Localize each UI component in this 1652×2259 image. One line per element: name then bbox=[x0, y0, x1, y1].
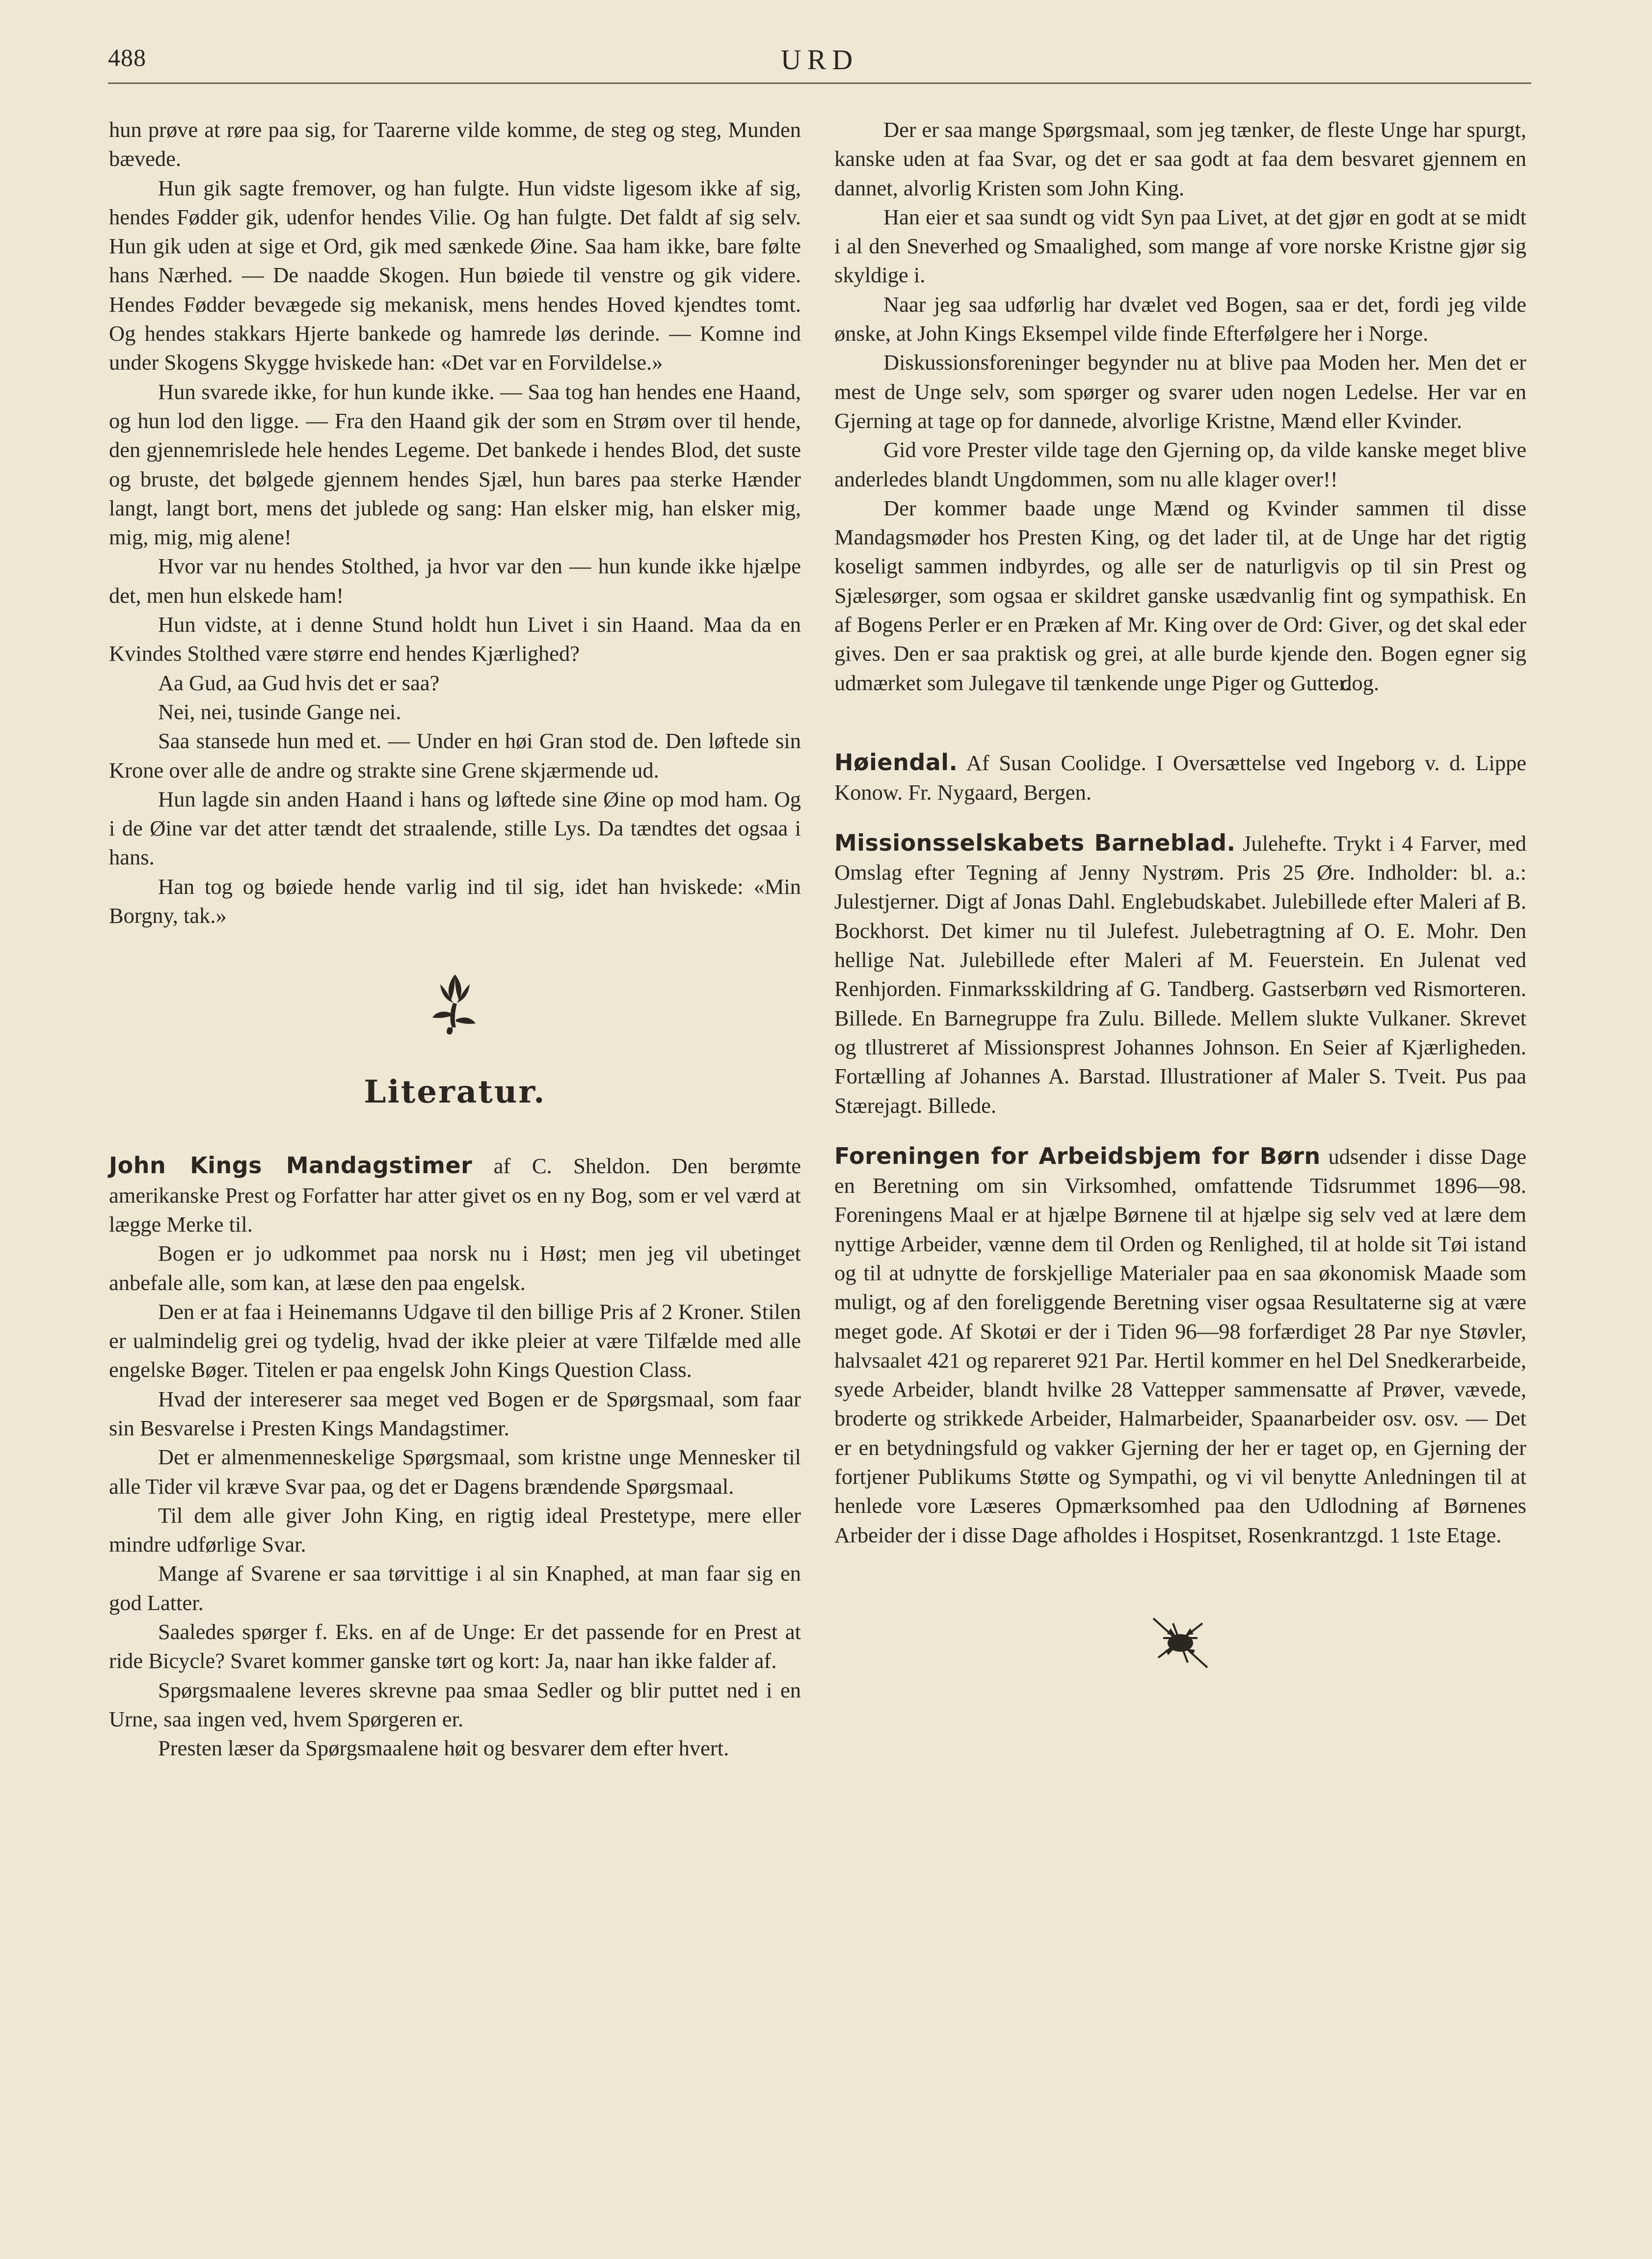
page-number: 488 bbox=[108, 44, 146, 71]
review-paragraph: Hvad der intereserer saa meget ved Bogen er de Spørgsmaal, som faar sin Besvarelse i Presten Kings Mandagstimer. bbox=[109, 1386, 801, 1440]
notice-text: Af Susan Coolidge. I Oversættelse ved Ingeborg v. d. Lippe Konow. Fr. Nygaard, Bergen. bbox=[834, 751, 1526, 805]
story-paragraph: Hun lagde sin anden Haand i hans og løftede sine Øine op mod ham. Og i de Øine var det atter tændt det straalende, stille Lys. Da tændtes det ogsaa i hans. bbox=[109, 786, 801, 870]
ornament-left-wrap bbox=[109, 965, 801, 1038]
ornament-right-wrap bbox=[834, 1609, 1526, 1677]
review-john-king bbox=[109, 1151, 801, 1763]
notice-title: Foreningen for Arbeidsbjem for Børn bbox=[834, 1142, 1321, 1169]
section-heading-literatur: Literatur. bbox=[364, 1074, 546, 1111]
page-header bbox=[108, 39, 1531, 83]
story-paragraph: Hun gik sagte fremover, og han fulgte. Hun vidste ligesom ikke af sig, hendes Fødder gik, udenfor hendes Vilie. Og han fulgte. Det faldt af sig selv. Hun gik uden at sige et Ord, gik med sænkede Øine. Saa ham ikke, bare følte hans Nærhed. — De naadde Skogen. Hun bøiede til venstre og gik videre. Hendes Fødder bevægede sig mekanisk, mens hendes Hoved kjendtes tomt. Og hendes stakkars Hjerte bankede og hamrede løs derinde. — Komne ind under Skogens Skygge hviskede han: «Det var en Forvildelse.» bbox=[109, 175, 801, 375]
header-rule bbox=[108, 82, 1531, 84]
story-paragraph: Saa stansede hun med et. — Under en høi Gran stod de. Den løftede sin Krone over alle de andre og strakte sine Grene skjærmende ud. bbox=[109, 728, 801, 782]
notice-title: Høiendal. bbox=[834, 749, 958, 776]
review-paragraph: Mange af Svarene er saa tørvittige i al sin Knaphed, at man faar sig en god Latter. bbox=[109, 1561, 801, 1615]
review-continuation bbox=[834, 115, 1526, 698]
review-paragraph: Presten læser da Spørgsmaalene høit og besvarer dem efter hvert. bbox=[158, 1736, 729, 1761]
review-paragraph: Der er saa mange Spørgsmaal, som jeg tænker, de fleste Unge har spurgt, kanske uden at faa Svar, og det er saa godt at faa dem besvaret gjennem en dannet, alvorlig Kristen som John King. bbox=[834, 117, 1526, 200]
notice-hoiendal bbox=[834, 748, 1526, 807]
story-paragraph: Hun svarede ikke, for hun kunde ikke. — Saa tog han hendes ene Haand, og hun lod den ligge. — Fra den Haand gik der som en Strøm over til hende, den gjennemrislede hele hendes Legeme. Det bankede i hendes Blod, det suste og bruste, det bølgede gjennem hendes Sjæl, hun bares paa sterke Hænder langt, langt bort, mens det jublede og sang: Han elsker mig, han elsker mig, mig, mig, mig alene! bbox=[109, 379, 801, 550]
review-paragraph: Til dem alle giver John King, en rigtig ideal Prestetype, mere eller mindre udførlige Svar. bbox=[109, 1503, 801, 1557]
review-paragraph: Han eier et saa sundt og vidt Syn paa Livet, at det gjør en godt at se midt i al den Sneverhed og Smaalighed, som mange af vore norske Kristne gjør sig skyldige i. bbox=[834, 204, 1526, 288]
review-paragraph: Bogen er jo udkommet paa norsk nu i Høst; men jeg vil ubetinget anbefale alle, som kan, at læse den paa engelsk. bbox=[109, 1241, 801, 1295]
left-column bbox=[109, 115, 801, 1763]
review-paragraph: Den er at faa i Heinemanns Udgave til den billige Pris af 2 Kroner. Stilen er ualmindelig grei og tydelig, hvad der ikke pleier at være Tilfælde med alle engelske Bøger. Titelen er paa engelsk John Kings Question Class. bbox=[109, 1299, 801, 1382]
review-paragraph: dog. bbox=[1341, 670, 1379, 695]
notice-arbeidsbjem bbox=[834, 1142, 1526, 1550]
right-column bbox=[834, 115, 1526, 1677]
story-paragraph: Han tog og bøiede hende varlig ind til sig, idet han hviskede: «Min Borgny, tak.» bbox=[109, 874, 801, 928]
review-paragraph: Der kommer baade unge Mænd og Kvinder sammen til disse Mandagsmøder hos Presten King, og det lader til, at de Unge har det rigtig koseligt sammen indbyrdes, og alle ser de naturligvis op til sin Prest og Sjælesørger, som ogsaa er skildret ganske usædvanlig fint og sympathisk. En af Bogens Perler er en Præken af Mr. King over de Ord: Giver, og det skal eder gives. Den er saa praktisk og grei, at alle burde kjende den. Bogen egner sig udmærket som Julegave til tænkende unge Piger og Gutter. bbox=[834, 495, 1526, 695]
story-paragraph: Nei, nei, tusinde Gange nei. bbox=[158, 699, 401, 724]
notice-text: Julehefte. Trykt i 4 Farver, med Omslag efter Tegning af Jenny Nystrøm. Pris 25 Øre. Indholder: bl. a.: Julestjerner. Digt af Jonas Dahl. Englebudskabet. Julebillede efter Maleri af B. Bockhorst. Det kimer nu til Julefest. Julebetragtning af O. E. Mohr. Den hellige Nat. Julebillede efter Maleri af M. Feuerstein. En Julenat ved Renhjorden. Finmarksskildring af G. Tandberg. Gastserbørn ved Rismorteren. Billede. En Barnegruppe fra Zulu. Billede. Mellem slukte Vulkaner. Skrevet og tllustreret af Missionsprest Johannes Johnson. En Seier af Kjærligheden. Fortælling af Johannes A. Barstad. Illustrationer af Maler S. Tveit. Pus paa Stærejagt. Billede. bbox=[834, 831, 1527, 1118]
notice-title: Missionsselskabets Barneblad. bbox=[834, 829, 1236, 856]
story-paragraph: hun prøve at røre paa sig, for Taarerne vilde komme, de steg og steg, Munden bævede. bbox=[109, 117, 801, 171]
story-paragraph: Hvor var nu hendes Stolthed, ja hvor var den — hun kunde ikke hjælpe det, men hun elskede ham! bbox=[109, 554, 801, 608]
review-title: John Kings Mandagstimer bbox=[109, 1152, 473, 1179]
notice-barneblad bbox=[834, 829, 1526, 1120]
review-paragraph: Det er almenmenneskelige Spørgsmaal, som kristne unge Mennesker til alle Tider vil kræve Svar paa, og det er Dagens brændende Spørgsmaal. bbox=[109, 1445, 801, 1499]
review-paragraph: Diskussionsforeninger begynder nu at blive paa Moden her. Men det er mest de Unge selv, som spørger og svarer uden nogen Ledelse. Her var en Gjerning at tage op for dannede, alvorlige Kristne, Mænd eller Kvinder. bbox=[834, 350, 1526, 433]
story-continuation bbox=[109, 115, 801, 930]
review-intro: af C. Sheldon. Den berømte amerikanske Prest og Forfatter har atter givet os en ny Bog, som er vel værd at lægge Merke til. bbox=[109, 1154, 801, 1237]
notice-text: udsender i disse Dage en Beretning om sin Virksomhed, omfattende Tidsrummet 1896—98. Foreningens Maal er at hjælpe Børnene til at hjælpe sig selv ved at lære dem nyttige Arbeider, vænne dem til Orden og Renlighed, til at holde sit Tøi istand og til at udnytte de forskjellige Materialer paa en saa økonomisk Maade som muligt, og af den foreliggende Beretning viser ogsaa Resultaterne sig at være meget gode. Af Skotøi er der i Tiden 96—98 forfærdiget 28 Par nye Støvler, halvsaalet 421 og repareret 921 Par. Hertil kommer en hel Del Snedkerarbeide, syede Arbeider, blandt hvilke 28 Vattepper sammensatte af Prøver, vævede, broderte og strikkede Arbeider, Halmarbeider, Spaanarbeider osv. osv. — Det er en betydningsfuld og vakker Gjerning der her er taget op, en Gjerning der fortjener Publikums Støtte og Sympathi, og vi vil benytte Anledningen til at henlede vore Læseres Opmærksomhed paa den Udlodning af Børnenes Arbeider der i disse Dage afholdes i Hospitset, Rosenkrantzgd. 1 1ste Etage. bbox=[834, 1144, 1526, 1547]
running-title: URD bbox=[780, 44, 859, 76]
thistle-vignette-icon bbox=[1144, 1609, 1217, 1677]
story-paragraph: Hun vidste, at i denne Stund holdt hun Livet i sin Haand. Maa da en Kvindes Stolthed være større end hendes Kjærlighed? bbox=[109, 612, 801, 666]
review-paragraph: Naar jeg saa udførlig har dvælet ved Bogen, saa er det, fordi jeg vilde ønske, at John Kings Eksempel vilde finde Efterfølgere her i Norge. bbox=[834, 292, 1526, 346]
review-paragraph: Spørgsmaalene leveres skrevne paa smaa Sedler og blir puttet ned i en Urne, saa ingen ved, hvem Spørgeren er. bbox=[109, 1677, 801, 1731]
flower-vignette-icon bbox=[421, 965, 489, 1038]
review-paragraph: Saaledes spørger f. Eks. en af de Unge: Er det passende for en Prest at ride Bicycle? Svaret kommer ganske tørt og kort: Ja, naar han ikke falder af. bbox=[109, 1619, 801, 1673]
story-paragraph: Aa Gud, aa Gud hvis det er saa? bbox=[158, 670, 440, 695]
review-paragraph: Gid vore Prester vilde tage den Gjerning op, da vilde kanske meget blive anderledes blandt Ungdommen, som nu alle klager over!! bbox=[834, 437, 1526, 491]
